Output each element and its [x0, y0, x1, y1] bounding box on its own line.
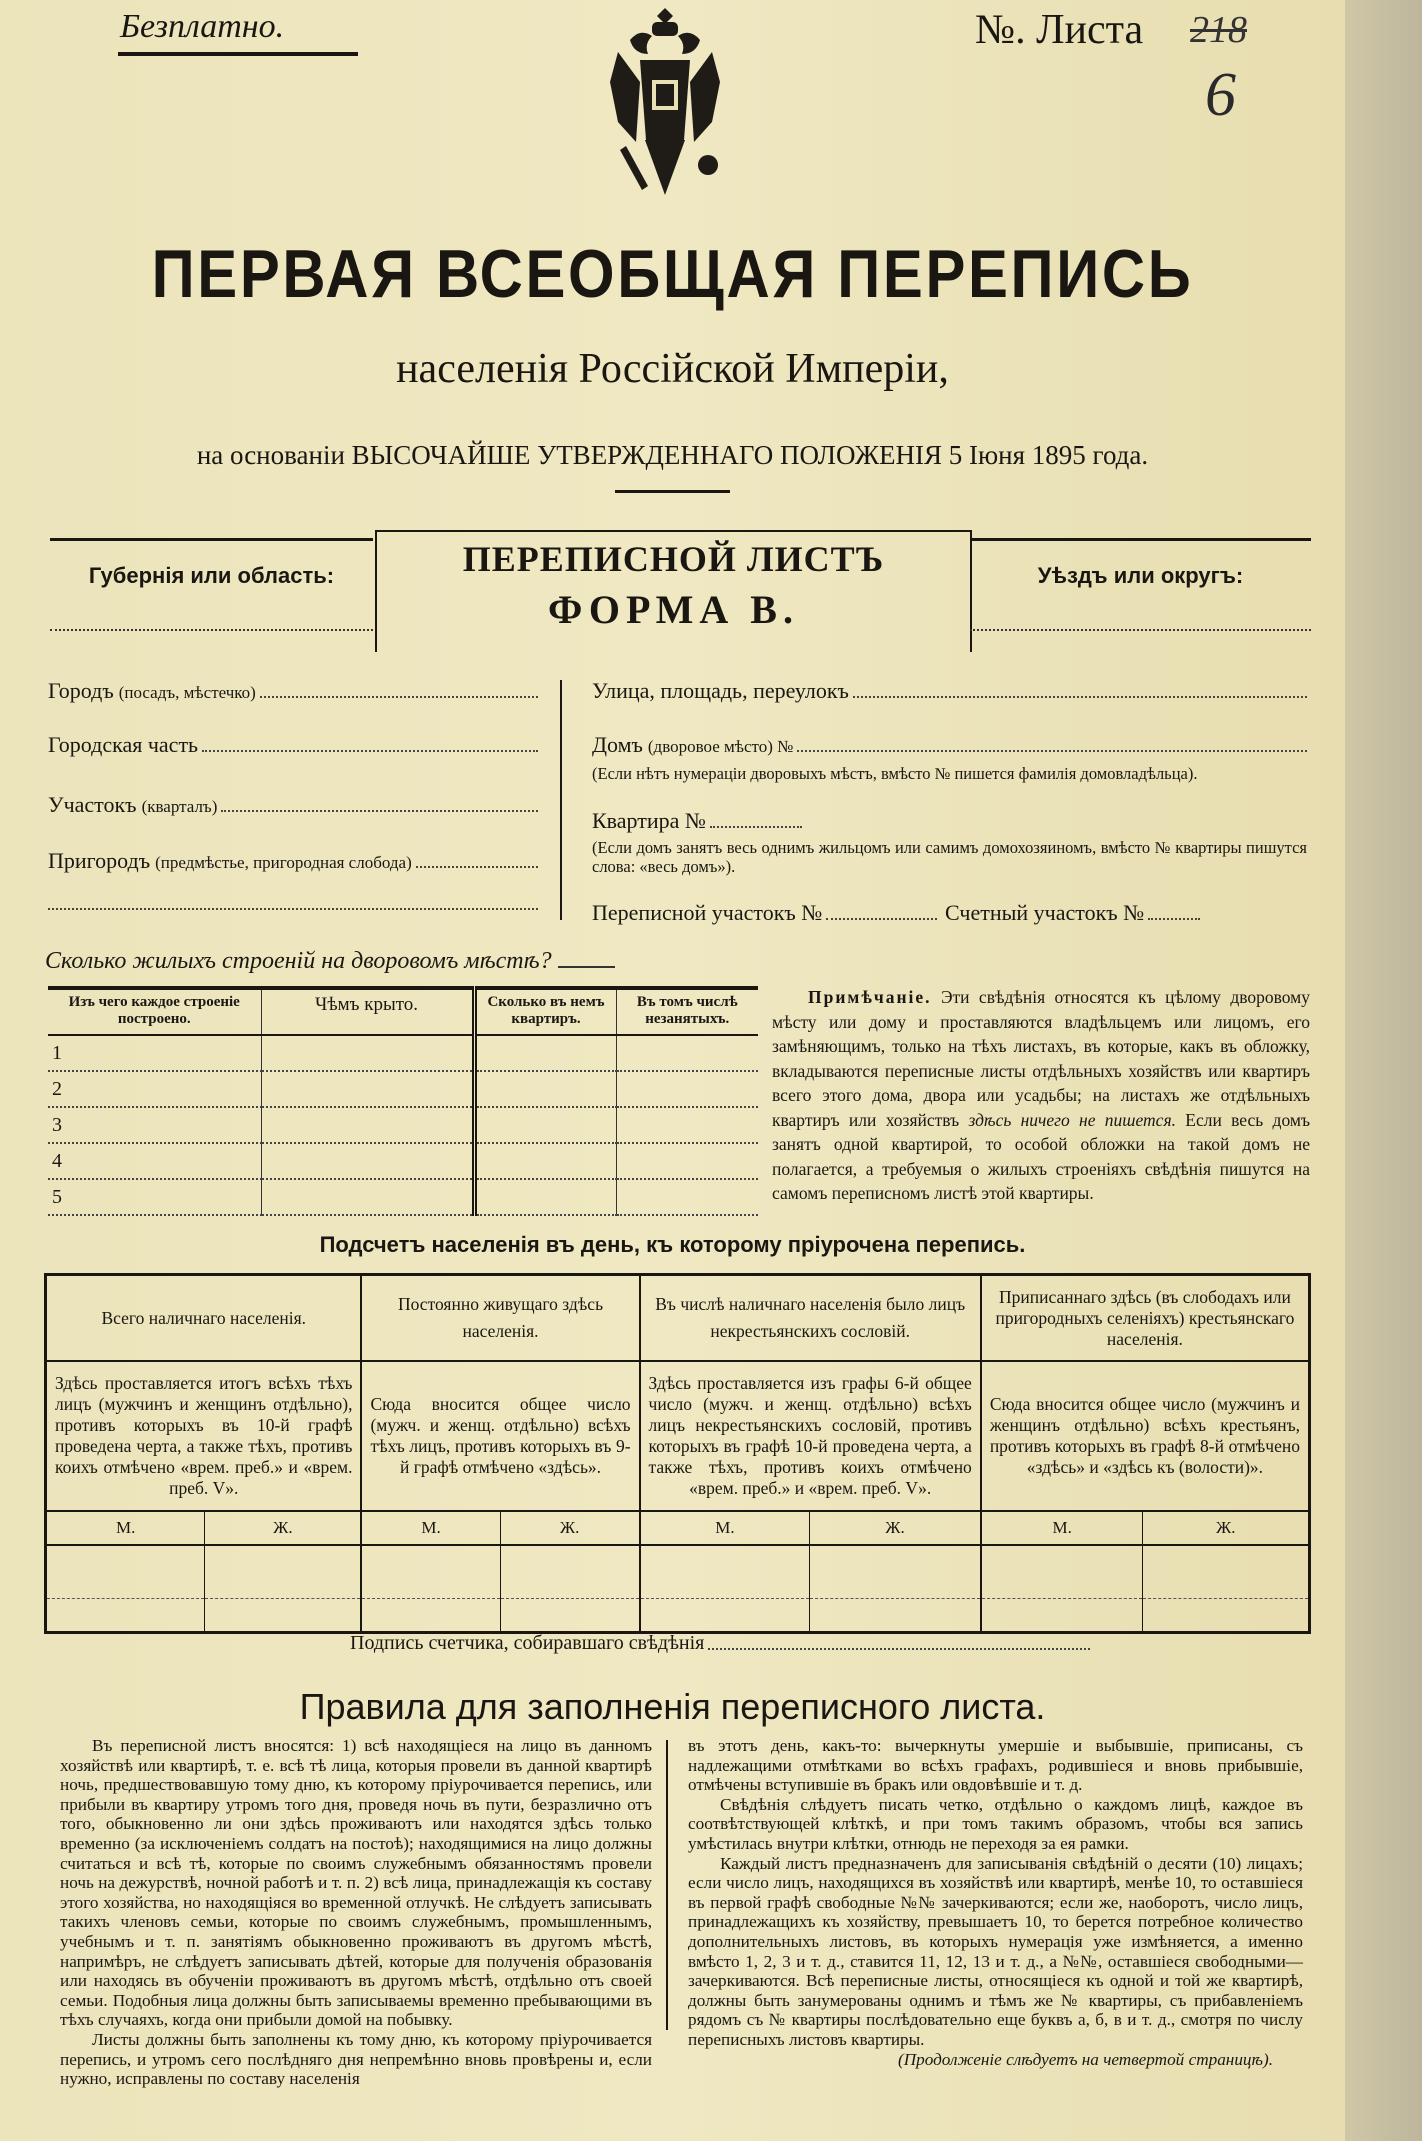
- total-male-cell[interactable]: [46, 1545, 205, 1599]
- legal-basis: на основаніи ВЫСОЧАЙШЕ УТВЕРЖДЕННАГО ПОЛОЖЕНІЯ 5 Іюня 1895 года.: [196, 440, 1149, 470]
- street-field[interactable]: [592, 678, 1307, 704]
- note-text: Эти свѣдѣнія относятся къ цѣлому дворовому мѣсту или дому и проставляются владѣльцемъ или лицомъ, его замѣняющимъ, только на тѣхъ листахъ, въ которые, какъ въ обложку, вкладываются переписные листы отдѣльныхъ хозяйствъ или квартиръ всего этого дома, двора или усадьбы; на листахъ же отдѣльныхъ квартиръ или хозяйствъ: [772, 987, 1311, 1130]
- row-number: 3: [48, 1107, 261, 1143]
- peasant-male-cell[interactable]: [981, 1545, 1143, 1599]
- spacer-cell: [640, 1599, 810, 1633]
- male-header: М.: [981, 1511, 1143, 1545]
- district-label: Уѣздъ или округъ:: [1037, 563, 1244, 588]
- street-input-line[interactable]: [853, 695, 1307, 698]
- apartments-cell[interactable]: [474, 1035, 616, 1071]
- row-number: 5: [48, 1179, 261, 1215]
- city-field[interactable]: [48, 678, 538, 704]
- female-header: Ж.: [205, 1511, 362, 1545]
- sheet-number-struck: 218: [1190, 9, 1247, 51]
- vacant-cell[interactable]: [616, 1071, 758, 1107]
- census-district-label: Переписной участокъ №: [592, 900, 823, 925]
- spacer-cell: [361, 1599, 500, 1633]
- count-district-label: Счетный участокъ №: [945, 900, 1145, 925]
- apartment-label: Квартира №: [592, 808, 706, 833]
- city-hint: (посадъ, мѣстечко): [118, 683, 256, 702]
- house-note: (Если нѣтъ нумераціи дворовыхъ мѣстъ, вмѣсто № пишется фамилія домовладѣльца).: [592, 764, 1198, 783]
- vacant-cell[interactable]: [616, 1179, 758, 1215]
- sheet-number-handwritten: 6: [1205, 61, 1236, 129]
- col-header-total: Всего наличнаго населенія.: [46, 1275, 362, 1362]
- suburb-field[interactable]: [48, 848, 538, 874]
- page-edge: [1345, 0, 1422, 2141]
- permanent-male-cell[interactable]: [361, 1545, 500, 1599]
- col-material: Изъ чего каждое строеніе построено.: [48, 988, 261, 1035]
- note-title: Примѣчаніе.: [808, 987, 932, 1007]
- row-number: 2: [48, 1071, 261, 1107]
- sheet-number-label: №. Листа: [975, 7, 1144, 53]
- male-header: М.: [640, 1511, 810, 1545]
- buildings-question-label: Сколько жилыхъ строеній на дворовомъ мѣстѣ?: [45, 948, 552, 974]
- apartments-cell[interactable]: [474, 1143, 616, 1179]
- district-input-line[interactable]: [970, 629, 1311, 631]
- row-number: 4: [48, 1143, 261, 1179]
- rules-right-column: [688, 1736, 1303, 2069]
- apartments-cell[interactable]: [474, 1071, 616, 1107]
- suburb-hint: (предмѣстье, пригородная слобода): [155, 853, 412, 872]
- non-peasant-male-cell[interactable]: [640, 1545, 810, 1599]
- suburb-label: Пригородъ: [48, 848, 151, 873]
- table-row[interactable]: [48, 1143, 758, 1179]
- col-desc-non-peasant: Здѣсь проставляется изъ графы 6-й общее число (мужч. и женщ. отдѣльно) всѣхъ лицъ некрестьянскихъ сословій, противъ которыхъ въ графѣ 10-й проведена черта, а также тѣхъ, противъ коихъ отмѣчено «врем. преб.» и «врем. преб. V».: [640, 1361, 981, 1511]
- spacer-cell: [205, 1599, 362, 1633]
- form-title: ПЕРЕПИСНОЙ ЛИСТЪ: [462, 539, 885, 579]
- province-input-line[interactable]: [50, 629, 373, 631]
- vacant-cell[interactable]: [616, 1143, 758, 1179]
- roof-cell[interactable]: [261, 1035, 474, 1071]
- city-input-line[interactable]: [260, 695, 538, 698]
- street-label: Улица, площадь, переулокъ: [592, 678, 849, 703]
- extra-input-line[interactable]: [48, 908, 538, 910]
- row-number: 1: [48, 1035, 261, 1071]
- note-text: Если весь домъ занятъ одной квартирой, то особой обложки на такой домъ не полагается, а требуемыя о жилыхъ строеніяхъ свѣдѣнія пишутся на самомъ переписномъ листѣ этой квартиры.: [772, 1109, 1310, 1203]
- enumerator-signature-field[interactable]: [350, 1632, 1090, 1655]
- census-district-field[interactable]: [592, 900, 937, 926]
- col-header-non-peasant: Въ числѣ наличнаго населенія было лицъ некрестьянскихъ сословій.: [640, 1275, 981, 1362]
- spacer-cell: [46, 1599, 205, 1633]
- roof-cell[interactable]: [261, 1071, 474, 1107]
- precinct-label: Участокъ: [48, 792, 137, 817]
- table-row[interactable]: [48, 1071, 758, 1107]
- city-part-input-line[interactable]: [202, 749, 538, 752]
- roof-cell[interactable]: [261, 1107, 474, 1143]
- male-header: М.: [361, 1511, 500, 1545]
- rules-title: Правила для заполненія переписного листа.: [299, 1686, 1046, 1727]
- buildings-question[interactable]: [45, 948, 615, 975]
- permanent-female-cell[interactable]: [500, 1545, 639, 1599]
- vacant-cell[interactable]: [616, 1107, 758, 1143]
- rules-left-column: [60, 1736, 652, 2089]
- population-title: Подсчетъ населенія въ день, къ которому пріурочена перепись.: [319, 1232, 1026, 1257]
- house-hint: (дворовое мѣсто) №: [647, 737, 794, 756]
- rules-paragraph: Въ переписной листъ вносятся: 1) всѣ находящіеся на лицо въ данномъ хозяйствѣ или квартирѣ, т. е. всѣ тѣ лица, которыя провели въ данной квартирѣ ночь, предшествовавшую тому дню, къ которому пріурочивается перепись, или прибыли въ квартиру утромъ того дня, проведя ночь въ пути, безразлично отъ того, обыкновенно ли они здѣсь проживаютъ или находятся здѣсь только временно (за исключеніемъ солдатъ на постоѣ); находящимися на лицо должны считаться и всѣ тѣ, которые по своимъ служебнымъ обязанностямъ провели ночь на дежурствѣ, ночной работѣ и т. п. 2) всѣ лица, принадлежащія къ составу этого хозяйства, но находящіяся во временной отлучкѣ. Не слѣдуетъ записывать такихъ членовъ семьи, которые по своимъ служебнымъ, промышленнымъ, учебнымъ и т. п. занятіямъ обыкновенно проживаютъ въ другомъ мѣстѣ, напримѣръ, не слѣдуетъ записывать дѣтей, которые для полученія образованія или находясь въ обученіи проживаютъ въ другомъ мѣстѣ, отдѣльно отъ своей семьи. Подобныя лица должны быть записываемы временно пребывающими въ тѣхъ случаяхъ, когда они прибыли домой на побывку.: [60, 1736, 652, 2030]
- house-field[interactable]: [592, 732, 1307, 758]
- continued-note: (Продолженіе слѣдуетъ на четвертой страницѣ).: [898, 2049, 1273, 2069]
- table-row[interactable]: [48, 1107, 758, 1143]
- spacer-cell: [500, 1599, 639, 1633]
- count-district-input-line[interactable]: [1148, 917, 1200, 920]
- table-row[interactable]: [48, 1179, 758, 1215]
- col-header-permanent: Постоянно живущаго здѣсь населенія.: [361, 1275, 639, 1362]
- spacer-cell: [1143, 1599, 1310, 1633]
- total-female-cell[interactable]: [205, 1545, 362, 1599]
- rules-paragraph: Листы должны быть заполнены къ тому дню, къ которому пріурочивается перепись, и утромъ сего послѣдняго дня непремѣнно вновь провѣрены и, если нужно, исправлены по составу населенія: [60, 2029, 652, 2089]
- buildings-table: [48, 986, 758, 1216]
- province-field[interactable]: [50, 538, 373, 653]
- divider: [615, 490, 730, 493]
- apartment-note: (Если домъ занятъ весь однимъ жильцомъ или самимъ домохозяиномъ, вмѣсто № квартиры пишутся слова: «весь домъ»).: [592, 838, 1307, 876]
- column-divider: [560, 680, 562, 920]
- page-title: ПЕРВАЯ ВСЕОБЩАЯ ПЕРЕПИСЬ: [151, 236, 1194, 312]
- signature-input-line[interactable]: [708, 1632, 1090, 1650]
- precinct-field[interactable]: [48, 792, 538, 818]
- col-desc-total: Здѣсь проставляется итогъ всѣхъ тѣхъ лицъ (мужчинъ и женщинъ отдѣльно), противъ которыхъ въ 10-й графѣ проведена черта, а также тѣхъ, противъ коихъ отмѣчено «врем. преб.» и «врем. преб. V».: [46, 1361, 362, 1511]
- double-headed-eagle-emblem: [590, 0, 740, 205]
- buildings-note: [772, 985, 1310, 1206]
- spacer-cell: [810, 1599, 981, 1633]
- apartments-cell[interactable]: [474, 1179, 616, 1215]
- peasant-female-cell[interactable]: [1143, 1545, 1310, 1599]
- col-roof: Чѣмъ крыто.: [261, 988, 474, 1035]
- city-label: Городъ: [48, 678, 114, 703]
- city-part-field[interactable]: [48, 732, 538, 758]
- female-header: Ж.: [1143, 1511, 1310, 1545]
- precinct-hint: (кварталъ): [141, 797, 218, 816]
- count-district-field[interactable]: [945, 900, 1200, 926]
- buildings-count-input-line[interactable]: [558, 948, 615, 968]
- rules-paragraph: Каждый листъ предназначенъ для записыванія свѣдѣній о десяти (10) лицахъ; если число лицъ, находящихся въ хозяйствѣ или квартирѣ, менѣе 10, то оставшіеся въ первой графѣ свободные №№ зачеркиваются; если же, наоборотъ, число лицъ, принадлежащихъ къ хозяйству, превышаетъ 10, то берется потребное количество дополнительныхъ листовъ, въ которыхъ нумерація уже измѣняется, а именно вмѣсто 1, 2, 3 и т. д., ставится 11, 12, 13 и т. д., а №№, оставшіеся свободными—зачеркиваются. Всѣ переписные листы, относящіеся къ одной и той же квартирѣ, должны быть занумерованы однимъ и тѣмъ же № квартиры, съ прибавленіемъ рядомъ съ № квартиры послѣдовательно еще буквъ а, б, в и т. д., смотря по числу переписныхъ листовъ квартиры.: [688, 1853, 1303, 2049]
- district-field[interactable]: [970, 538, 1311, 653]
- apartment-input-line[interactable]: [710, 825, 802, 828]
- rules-paragraph: въ этотъ день, какъ-то: вычеркнуты умершіе и выбывшіе, приписаны, съ надлежащими отмѣтками во всѣхъ графахъ, родившіеся и вновь прибывшіе, отмѣчены вступившіе въ бракъ или овдовѣвшіе и т. д.: [688, 1736, 1303, 1795]
- non-peasant-female-cell[interactable]: [810, 1545, 981, 1599]
- suburb-input-line[interactable]: [416, 865, 538, 868]
- female-header: Ж.: [810, 1511, 981, 1545]
- free-label: Безплатно.: [120, 8, 285, 45]
- census-district-input-line[interactable]: [826, 917, 937, 920]
- house-input-line[interactable]: [797, 749, 1307, 752]
- house-label: Домъ: [592, 732, 643, 757]
- male-header: М.: [46, 1511, 205, 1545]
- form-title-box: [375, 530, 972, 652]
- city-part-label: Городская часть: [48, 732, 199, 757]
- female-header: Ж.: [500, 1511, 639, 1545]
- note-emphasis: здѣсь ничего не пишется.: [968, 1109, 1176, 1130]
- rules-column-divider: [666, 1740, 668, 2030]
- form-letter: ФОРМА В.: [548, 587, 799, 632]
- free-underline: [118, 52, 358, 56]
- population-table: [44, 1273, 1311, 1634]
- col-apartments: Сколько въ немъ квартиръ.: [474, 988, 616, 1035]
- rules-paragraph: Свѣдѣнія слѣдуетъ писать четко, отдѣльно о каждомъ лицѣ, каждое въ соотвѣтствующей клѣткѣ, и при томъ такимъ образомъ, чтобы вся запись умѣстилась внутри клѣтки, отнюдь не переходя за ея рамки.: [688, 1794, 1303, 1853]
- page-subtitle: населенія Россійской Имперіи,: [396, 346, 949, 392]
- col-header-peasant: Приписаннаго здѣсь (въ слободахъ или пригородныхъ селеніяхъ) крестьянскаго населенія.: [981, 1275, 1310, 1362]
- precinct-input-line[interactable]: [221, 809, 538, 812]
- col-vacant: Въ томъ числѣ незанятыхъ.: [616, 988, 758, 1035]
- vacant-cell[interactable]: [616, 1035, 758, 1071]
- roof-cell[interactable]: [261, 1179, 474, 1215]
- apartments-cell[interactable]: [474, 1107, 616, 1143]
- col-desc-permanent: Сюда вносится общее число (мужч. и женщ. отдѣльно) всѣхъ тѣхъ лицъ, противъ которыхъ въ 9-й графѣ отмѣчено «здѣсь».: [361, 1361, 639, 1511]
- roof-cell[interactable]: [261, 1143, 474, 1179]
- spacer-cell: [981, 1599, 1143, 1633]
- signature-label: Подпись счетчика, собиравшаго свѣдѣнія: [350, 1632, 705, 1654]
- province-label: Губернія или область:: [88, 563, 335, 588]
- col-desc-peasant: Сюда вносится общее число (мужчинъ и женщинъ отдѣльно) всѣхъ крестьянъ, противъ которыхъ въ графѣ 8-й отмѣчено «здѣсь» и «здѣсь къ (волости)».: [981, 1361, 1310, 1511]
- apartment-field[interactable]: [592, 808, 802, 834]
- table-row[interactable]: [48, 1035, 758, 1071]
